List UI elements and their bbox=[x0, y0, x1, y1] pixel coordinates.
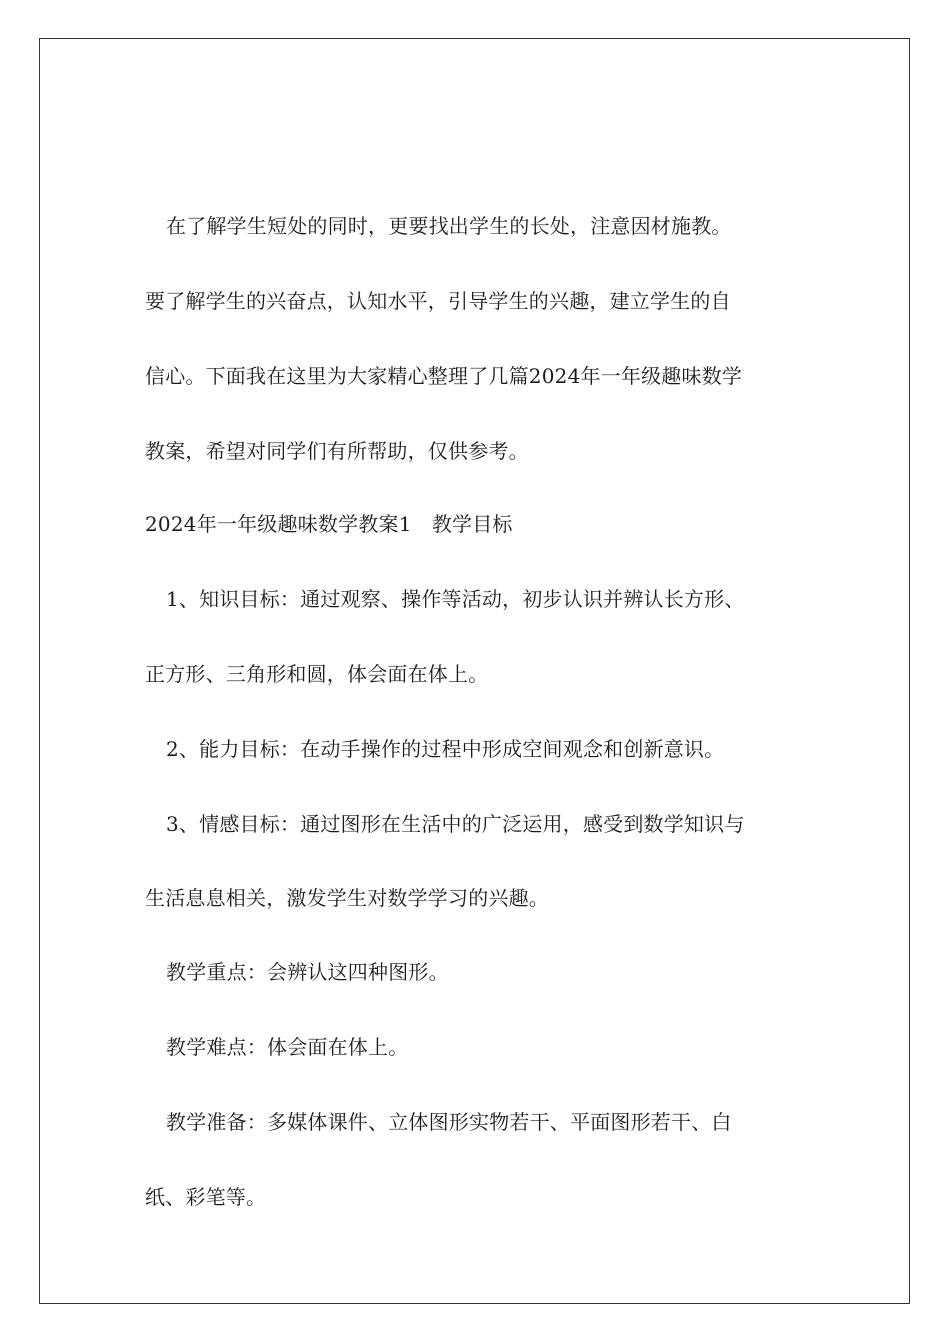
objective-knowledge-line-1: 1、知识目标：通过观察、操作等活动，初步认识并辨认长方形、 bbox=[166, 587, 745, 611]
objective-knowledge-line-2: 正方形、三角形和圆，体会面在体上。 bbox=[145, 662, 489, 686]
teaching-focus: 教学重点：会辨认这四种图形。 bbox=[166, 960, 449, 984]
teaching-preparation-line-2: 纸、彩笔等。 bbox=[145, 1185, 267, 1209]
intro-line-3: 信心。下面我在这里为大家精心整理了几篇2024年一年级趣味数学 bbox=[145, 364, 743, 388]
objective-ability: 2、能力目标：在动手操作的过程中形成空间观念和创新意识。 bbox=[166, 737, 725, 761]
objective-emotion-line-2: 生活息息相关，激发学生对数学学习的兴趣。 bbox=[145, 886, 549, 910]
section-heading: 2024年一年级趣味数学教案1 教学目标 bbox=[145, 512, 513, 536]
intro-line-2: 要了解学生的兴奋点，认知水平，引导学生的兴趣，建立学生的自 bbox=[145, 289, 731, 313]
intro-line-1: 在了解学生短处的同时，更要找出学生的长处，注意因材施教。 bbox=[166, 214, 732, 238]
objective-emotion-line-1: 3、情感目标：通过图形在生活中的广泛运用，感受到数学知识与 bbox=[166, 812, 745, 836]
teaching-preparation-line-1: 教学准备：多媒体课件、立体图形实物若干、平面图形若干、白 bbox=[166, 1110, 732, 1134]
intro-line-4: 教案，希望对同学们有所帮助，仅供参考。 bbox=[145, 439, 529, 463]
teaching-difficulty: 教学难点：体会面在体上。 bbox=[166, 1035, 409, 1059]
